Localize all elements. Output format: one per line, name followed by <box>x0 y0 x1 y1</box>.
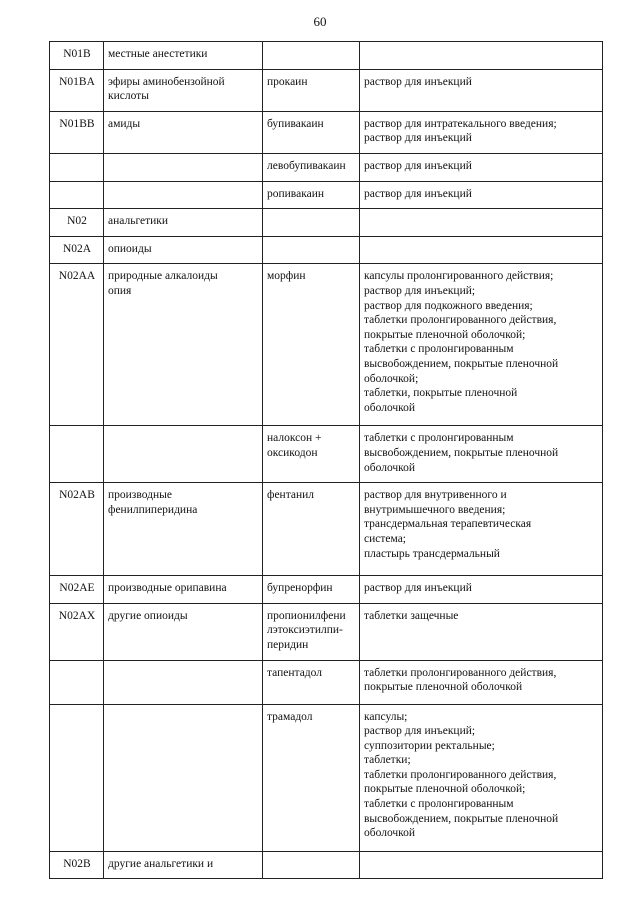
dosage-forms-line: таблетки пролонгированного действия, <box>364 768 557 781</box>
dosage-forms-line: оболочкой; <box>364 372 419 385</box>
drug-name-line: бупивакаин <box>267 117 324 130</box>
anatomical-group-line: производные <box>108 489 172 502</box>
anatomical-group-line: производные орипавина <box>108 582 227 595</box>
anatomical-group-cell <box>104 181 263 209</box>
anatomical-group-line: фенилпиперидина <box>108 503 198 516</box>
dosage-forms-line: оболочкой <box>364 461 416 474</box>
dosage-forms-line: покрытые пленочной оболочкой; <box>364 328 526 341</box>
table-row <box>50 153 603 181</box>
dosage-forms-line: раствор для подкожного введения; <box>364 299 533 312</box>
dosage-forms-line: раствор для инъекций <box>364 187 472 200</box>
atc-code-cell <box>50 603 104 660</box>
anatomical-group-cell <box>104 704 263 851</box>
table-row <box>50 209 603 237</box>
anatomical-group-cell <box>104 209 263 237</box>
atc-code-cell <box>50 660 104 704</box>
dosage-forms-line: оболочкой <box>364 827 416 840</box>
dosage-forms-line: раствор для внутривенного и <box>364 489 507 502</box>
table-row <box>50 264 603 426</box>
anatomical-group-line: опиоиды <box>108 242 152 255</box>
anatomical-group-line: эфиры аминобензойной <box>108 75 225 88</box>
dosage-forms-cell <box>360 483 603 576</box>
atc-code-cell <box>50 209 104 237</box>
atc-code-cell <box>50 426 104 483</box>
atc-code-cell <box>50 704 104 851</box>
anatomical-group-cell <box>104 426 263 483</box>
dosage-forms-line: покрытые пленочной оболочкой; <box>364 783 526 796</box>
table-row <box>50 236 603 264</box>
table-row <box>50 426 603 483</box>
page-number: 60 <box>313 14 327 29</box>
dosage-forms-cell <box>360 426 603 483</box>
anatomical-group-cell <box>104 603 263 660</box>
drug-name-cell <box>263 111 360 153</box>
dosage-forms-line: покрытые пленочной оболочкой <box>364 681 523 694</box>
drug-name-line: пропионилфени <box>267 609 346 622</box>
table-row <box>50 69 603 111</box>
atc-code-cell <box>50 69 104 111</box>
atc-code-cell <box>50 851 104 879</box>
dosage-forms-line: раствор для инъекций <box>364 582 472 595</box>
dosage-forms-line: таблетки; <box>364 754 411 767</box>
drug-name-line: тапентадол <box>267 666 322 679</box>
atc-code-cell <box>50 576 104 604</box>
drug-name-cell <box>263 426 360 483</box>
drug-name-cell <box>263 209 360 237</box>
atc-code: N02 <box>67 215 87 228</box>
drug-name-line: фентанил <box>267 489 315 502</box>
dosage-forms-line: высвобождением, покрытые пленочной <box>364 446 559 459</box>
table-row <box>50 576 603 604</box>
atc-code: N02AX <box>58 609 96 622</box>
dosage-forms-line: таблетки с пролонгированным <box>364 343 514 356</box>
anatomical-group-line: местные анестетики <box>108 48 208 60</box>
atc-code: N02A <box>62 242 92 255</box>
atc-code: N02AB <box>59 489 95 502</box>
table-row <box>50 704 603 851</box>
atc-code-cell <box>50 153 104 181</box>
dosage-forms-line: таблетки защечные <box>364 609 459 622</box>
dosage-forms-line: внутримышечного введения; <box>364 503 506 516</box>
dosage-forms-line: капсулы пролонгированного действия; <box>364 270 554 283</box>
dosage-forms-cell <box>360 236 603 264</box>
anatomical-group-line: природные алкалоиды <box>108 270 218 283</box>
table-row <box>50 851 603 879</box>
anatomical-group-line: другие анальгетики и <box>108 857 214 870</box>
table-row <box>50 660 603 704</box>
dosage-forms-line: таблетки пролонгированного действия, <box>364 666 557 679</box>
dosage-forms-cell <box>360 704 603 851</box>
dosage-forms-line: раствор для интратекального введения; <box>364 117 557 130</box>
drug-name-line: ропивакаин <box>267 187 325 200</box>
dosage-forms-cell <box>360 851 603 879</box>
anatomical-group-line: другие опиоиды <box>108 609 188 622</box>
atc-code-cell <box>50 264 104 426</box>
dosage-forms-line: капсулы; <box>364 710 408 723</box>
drug-name-cell <box>263 181 360 209</box>
atc-code: N02AA <box>58 270 96 283</box>
dosage-forms-line: оболочкой <box>364 401 416 414</box>
drug-name-line: оксикодон <box>267 446 318 459</box>
dosage-forms-line: таблетки с пролонгированным <box>364 798 514 811</box>
drug-name-cell <box>263 660 360 704</box>
atc-code-cell <box>50 111 104 153</box>
table-row <box>50 111 603 153</box>
anatomical-group-line: кислоты <box>108 90 149 103</box>
drug-name-cell <box>263 704 360 851</box>
drug-table-body <box>50 42 603 879</box>
drug-name-line: перидин <box>267 638 309 651</box>
drug-name-cell <box>263 153 360 181</box>
dosage-forms-cell <box>360 264 603 426</box>
dosage-forms-line: система; <box>364 532 406 545</box>
anatomical-group-cell <box>104 576 263 604</box>
atc-code-cell <box>50 42 104 70</box>
drug-name-cell <box>263 236 360 264</box>
dosage-forms-cell <box>360 181 603 209</box>
anatomical-group-cell <box>104 236 263 264</box>
dosage-forms-cell <box>360 42 603 70</box>
anatomical-group-cell <box>104 111 263 153</box>
drug-name-cell <box>263 69 360 111</box>
atc-code: N02AE <box>59 582 95 595</box>
atc-code-cell <box>50 181 104 209</box>
anatomical-group-cell <box>104 483 263 576</box>
drug-name-line: бупренорфин <box>267 582 333 595</box>
table-row <box>50 603 603 660</box>
atc-code: N01BB <box>59 117 95 130</box>
dosage-forms-line: раствор для инъекций; <box>364 284 476 297</box>
anatomical-group-cell <box>104 851 263 879</box>
anatomical-group-cell <box>104 42 263 70</box>
atc-code-cell <box>50 236 104 264</box>
dosage-forms-line: таблетки с пролонгированным <box>364 432 514 445</box>
anatomical-group-line: опия <box>108 284 132 297</box>
atc-code: N01B <box>63 48 91 60</box>
dosage-forms-cell <box>360 576 603 604</box>
table-row <box>50 483 603 576</box>
anatomical-group-cell <box>104 660 263 704</box>
drug-name-cell <box>263 851 360 879</box>
dosage-forms-line: суппозитории ректальные; <box>364 739 495 752</box>
drug-name-cell <box>263 483 360 576</box>
dosage-forms-cell <box>360 660 603 704</box>
drug-name-line: прокаин <box>267 75 308 88</box>
table-row <box>50 181 603 209</box>
dosage-forms-line: пластырь трансдермальный <box>364 547 500 560</box>
dosage-forms-line: раствор для инъекций <box>364 159 472 172</box>
anatomical-group-line: амиды <box>108 117 141 130</box>
drug-name-cell <box>263 264 360 426</box>
dosage-forms-line: раствор для инъекций <box>364 75 472 88</box>
drug-name-cell <box>263 42 360 70</box>
dosage-forms-line: трансдермальная терапевтическая <box>364 518 532 531</box>
dosage-forms-cell <box>360 153 603 181</box>
anatomical-group-cell <box>104 264 263 426</box>
anatomical-group-line: анальгетики <box>108 215 169 228</box>
dosage-forms-cell <box>360 209 603 237</box>
dosage-forms-cell <box>360 69 603 111</box>
dosage-forms-cell <box>360 111 603 153</box>
anatomical-group-cell <box>104 153 263 181</box>
dosage-forms-line: таблетки пролонгированного действия, <box>364 314 557 327</box>
dosage-forms-line: раствор для инъекций; <box>364 725 476 738</box>
drug-table <box>49 41 603 879</box>
dosage-forms-line: раствор для инъекций <box>364 132 472 145</box>
dosage-forms-line: высвобождением, покрытые пленочной <box>364 812 559 825</box>
dosage-forms-cell <box>360 603 603 660</box>
drug-name-line: морфин <box>267 270 306 283</box>
atc-code: N01BA <box>59 75 95 88</box>
atc-code: N02B <box>63 857 91 870</box>
drug-name-line: лэтоксиэтилпи- <box>267 624 343 637</box>
drug-name-cell <box>263 576 360 604</box>
drug-name-line: трамадол <box>267 710 313 723</box>
drug-name-line: налоксон + <box>267 432 322 445</box>
atc-code-cell <box>50 483 104 576</box>
dosage-forms-line: таблетки, покрытые пленочной <box>364 387 518 400</box>
table-row <box>50 42 603 70</box>
drug-name-cell <box>263 603 360 660</box>
dosage-forms-line: высвобождением, покрытые пленочной <box>364 357 559 370</box>
drug-name-line: левобупивакаин <box>267 159 346 172</box>
anatomical-group-cell <box>104 69 263 111</box>
